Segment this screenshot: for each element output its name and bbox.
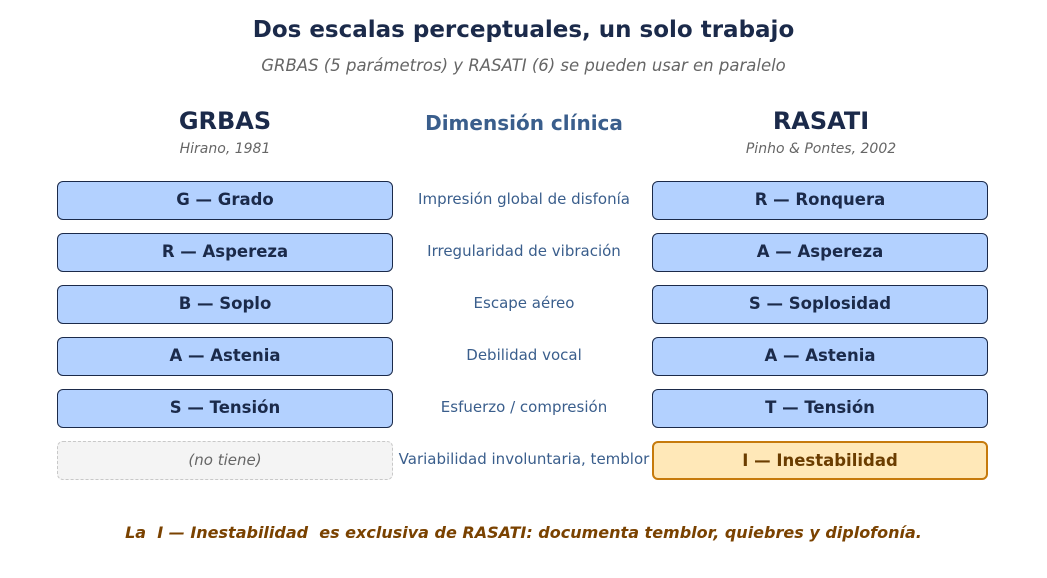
rasati-param-a2: A — Astenia — [652, 337, 988, 376]
grbas-param-a: A — Astenia — [57, 337, 393, 376]
dimension-label: Irregularidad de vibración — [427, 242, 621, 260]
rasati-param-a: A — Aspereza — [652, 233, 988, 272]
grbas-missing-param: (no tiene) — [57, 441, 393, 480]
rasati-param-s: S — Soplosidad — [652, 285, 988, 324]
comparison-row-5 — [0, 389, 1047, 430]
footer-note: La I — Inestabilidad es exclusiva de RASATI: documenta temblor, quiebres y diplofonía. — [125, 523, 922, 542]
comparison-row-2 — [0, 233, 1047, 274]
dimension-label: Esfuerzo / compresión — [440, 398, 608, 416]
comparison-row-3 — [0, 285, 1047, 326]
dimension-label: Debilidad vocal — [466, 346, 582, 364]
grbas-column-title: GRBAS — [178, 107, 272, 135]
dimension-column-title: Dimensión clínica — [425, 111, 623, 135]
dimension-label: Impresión global de disfonía — [418, 190, 630, 208]
rasati-param-i-highlighted: I — Inestabilidad — [652, 441, 988, 480]
rasati-citation: Pinho & Pontes, 2002 — [745, 141, 897, 157]
rasati-column-title: RASATI — [772, 107, 870, 135]
grbas-param-s: S — Tensión — [57, 389, 393, 428]
grbas-param-r: R — Aspereza — [57, 233, 393, 272]
comparison-row-4 — [0, 337, 1047, 378]
grbas-param-b: B — Soplo — [57, 285, 393, 324]
dimension-label: Variabilidad involuntaria, temblor — [398, 450, 650, 468]
page-subtitle: GRBAS (5 parámetros) y RASATI (6) se pueden usar en paralelo — [261, 56, 786, 75]
rasati-param-t: T — Tensión — [652, 389, 988, 428]
grbas-citation: Hirano, 1981 — [179, 141, 271, 157]
comparison-row-1 — [0, 181, 1047, 222]
grbas-param-g: G — Grado — [57, 181, 393, 220]
comparison-row-6 — [0, 441, 1047, 482]
page-title: Dos escalas perceptuales, un solo trabajo — [252, 17, 795, 43]
rasati-param-r: R — Ronquera — [652, 181, 988, 220]
dimension-label: Escape aéreo — [473, 294, 575, 312]
